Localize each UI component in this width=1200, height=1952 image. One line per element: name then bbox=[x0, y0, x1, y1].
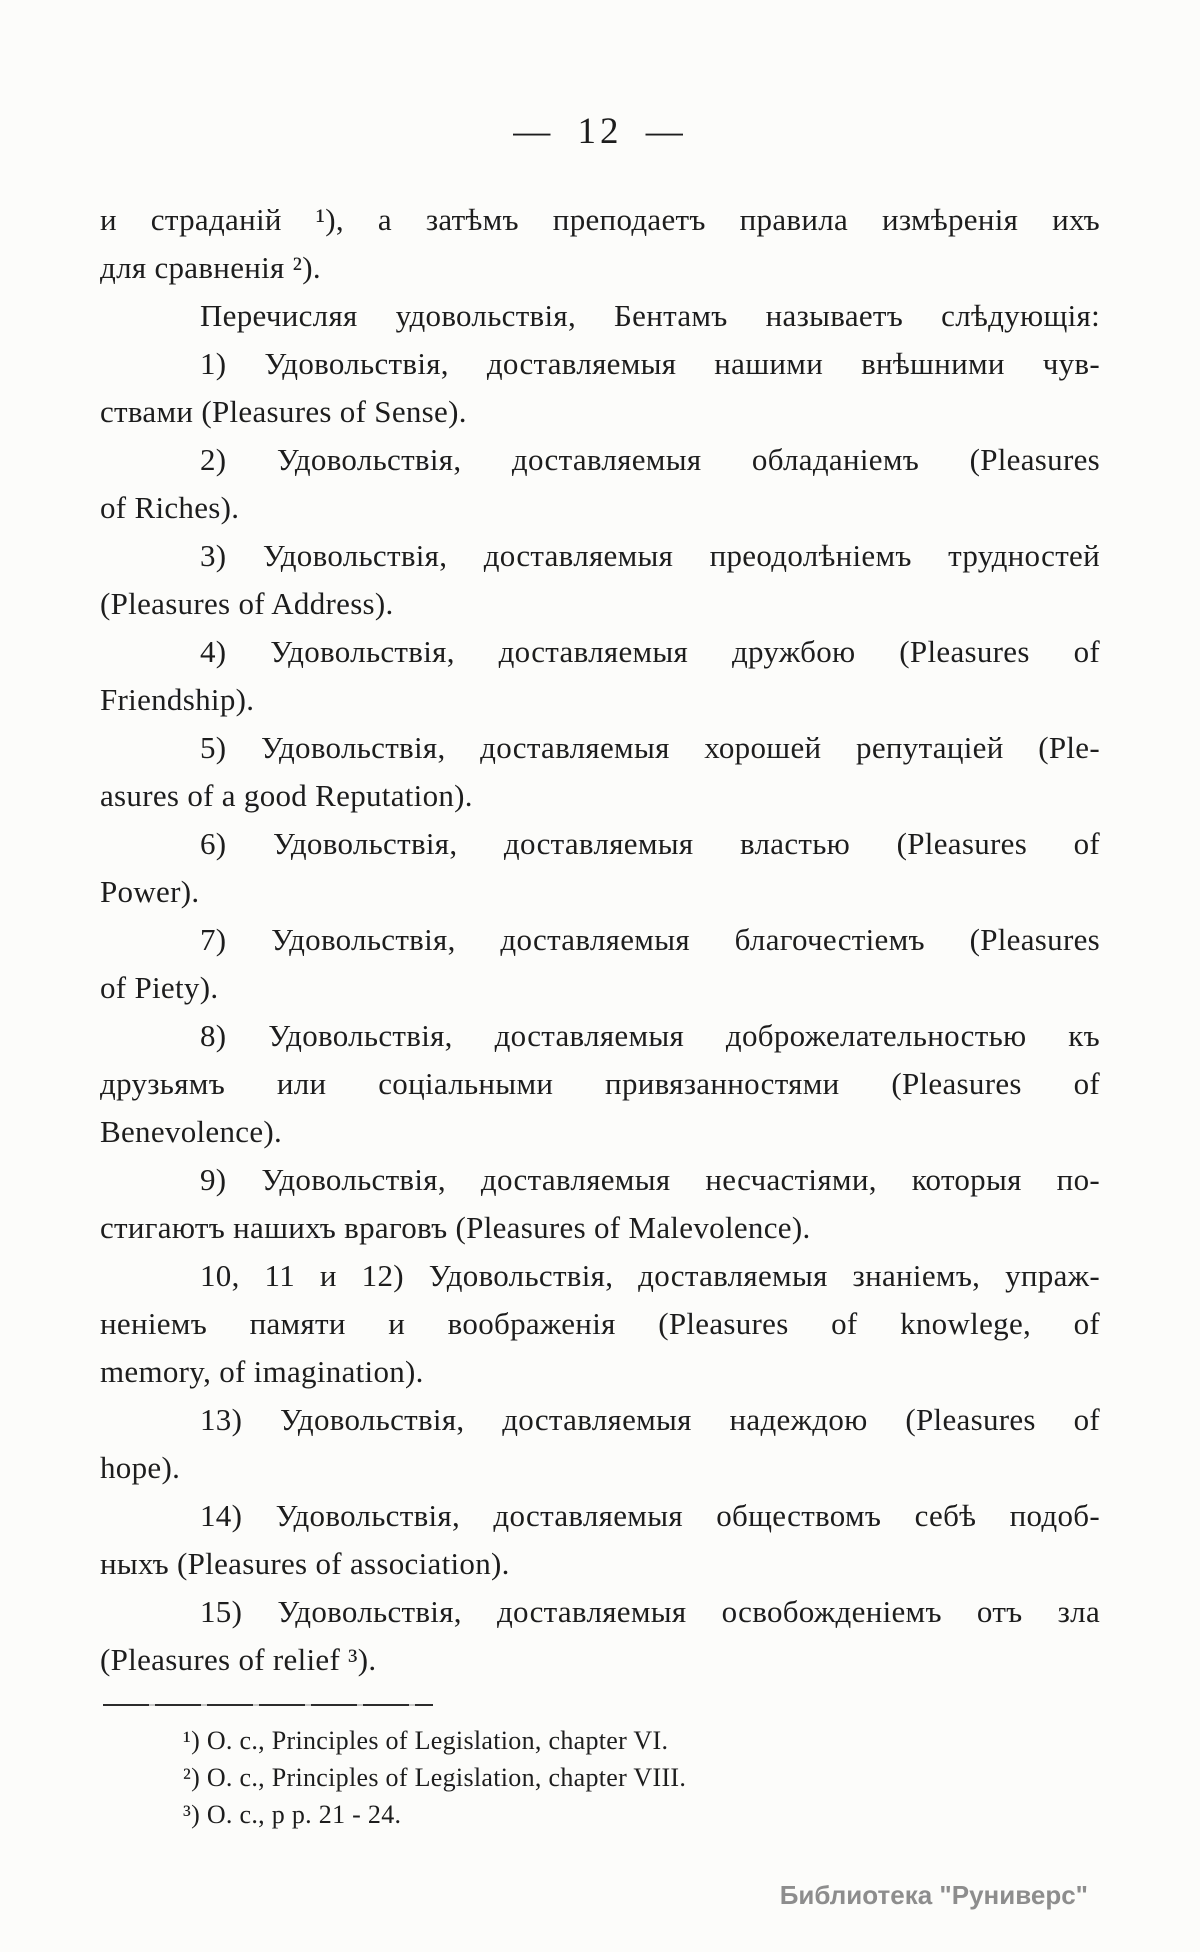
page-number-header: — 12 — bbox=[513, 111, 687, 152]
text-line: (Pleasures of Address). bbox=[100, 586, 394, 621]
footnote-divider-rule bbox=[103, 1704, 433, 1706]
footnotes-block bbox=[100, 1722, 1100, 1833]
text-line: и страданій ¹), а затѣмъ преподаетъ правила измѣренія ихъ bbox=[100, 202, 1100, 237]
library-watermark: Библиотека "Руниверс" bbox=[779, 1880, 1088, 1910]
text-line: друзьямъ или соціальными привязанностями (Pleasures of bbox=[100, 1066, 1100, 1101]
text-line: 2) Удовольствія, доставляемыя обладаніемъ (Pleasures bbox=[200, 442, 1100, 477]
text-line: of Piety). bbox=[100, 970, 219, 1005]
text-line: 4) Удовольствія, доставляемыя дружбою (Pleasures of bbox=[200, 634, 1100, 669]
text-line: asures of a good Reputation). bbox=[100, 778, 473, 813]
text-line: 8) Удовольствія, доставляемыя доброжелательностью къ bbox=[200, 1018, 1100, 1053]
text-line: 6) Удовольствія, доставляемыя властью (Pleasures of bbox=[200, 826, 1100, 861]
text-line: неніемъ памяти и воображенія (Pleasures of knowlege, of bbox=[100, 1306, 1100, 1341]
text-line: hope). bbox=[100, 1450, 181, 1485]
text-line: 10, 11 и 12) Удовольствія, доставляемыя знаніемъ, упраж- bbox=[200, 1258, 1100, 1293]
text-line: Power). bbox=[100, 874, 200, 909]
footnote-line: ³) O. c., p p. 21 - 24. bbox=[183, 1800, 402, 1829]
body-text-block bbox=[100, 196, 1100, 1684]
footnote-line: ¹) O. c., Principles of Legislation, chapter VI. bbox=[183, 1726, 669, 1755]
text-line: Benevolence). bbox=[100, 1114, 283, 1149]
text-line: 5) Удовольствія, доставляемыя хорошей репутаціей (Ple- bbox=[200, 730, 1100, 765]
text-line: 15) Удовольствія, доставляемыя освобожденіемъ отъ зла bbox=[200, 1594, 1100, 1629]
text-line: of Riches). bbox=[100, 490, 240, 525]
text-line: 7) Удовольствія, доставляемыя благочестіемъ (Pleasures bbox=[200, 922, 1100, 957]
text-line: 9) Удовольствія, доставляемыя несчастіями, которыя по- bbox=[200, 1162, 1100, 1197]
text-line: 3) Удовольствія, доставляемыя преодолѣніемъ трудностей bbox=[200, 538, 1100, 573]
text-line: 14) Удовольствія, доставляемыя обществомъ себѣ подоб- bbox=[200, 1498, 1100, 1533]
text-line: 1) Удовольствія, доставляемыя нашими внѣшними чув- bbox=[200, 346, 1100, 381]
text-line: стигаютъ нашихъ враговъ (Pleasures of Malevolence). bbox=[100, 1210, 811, 1245]
footnote-line: ²) O. c., Principles of Legislation, chapter VIII. bbox=[183, 1763, 687, 1792]
text-line: 13) Удовольствія, доставляемыя надеждою (Pleasures of bbox=[200, 1402, 1100, 1437]
text-line: Перечисляя удовольствія, Бентамъ называетъ слѣдующія: bbox=[200, 298, 1100, 333]
text-line: ныхъ (Pleasures of association). bbox=[100, 1546, 510, 1581]
text-line: Friendship). bbox=[100, 682, 255, 717]
text-line: для сравненія ²). bbox=[100, 250, 321, 285]
text-line: memory, of imagination). bbox=[100, 1354, 424, 1389]
text-line: ствами (Pleasures of Sense). bbox=[100, 394, 467, 429]
text-line: (Pleasures of relief ³). bbox=[100, 1642, 377, 1677]
